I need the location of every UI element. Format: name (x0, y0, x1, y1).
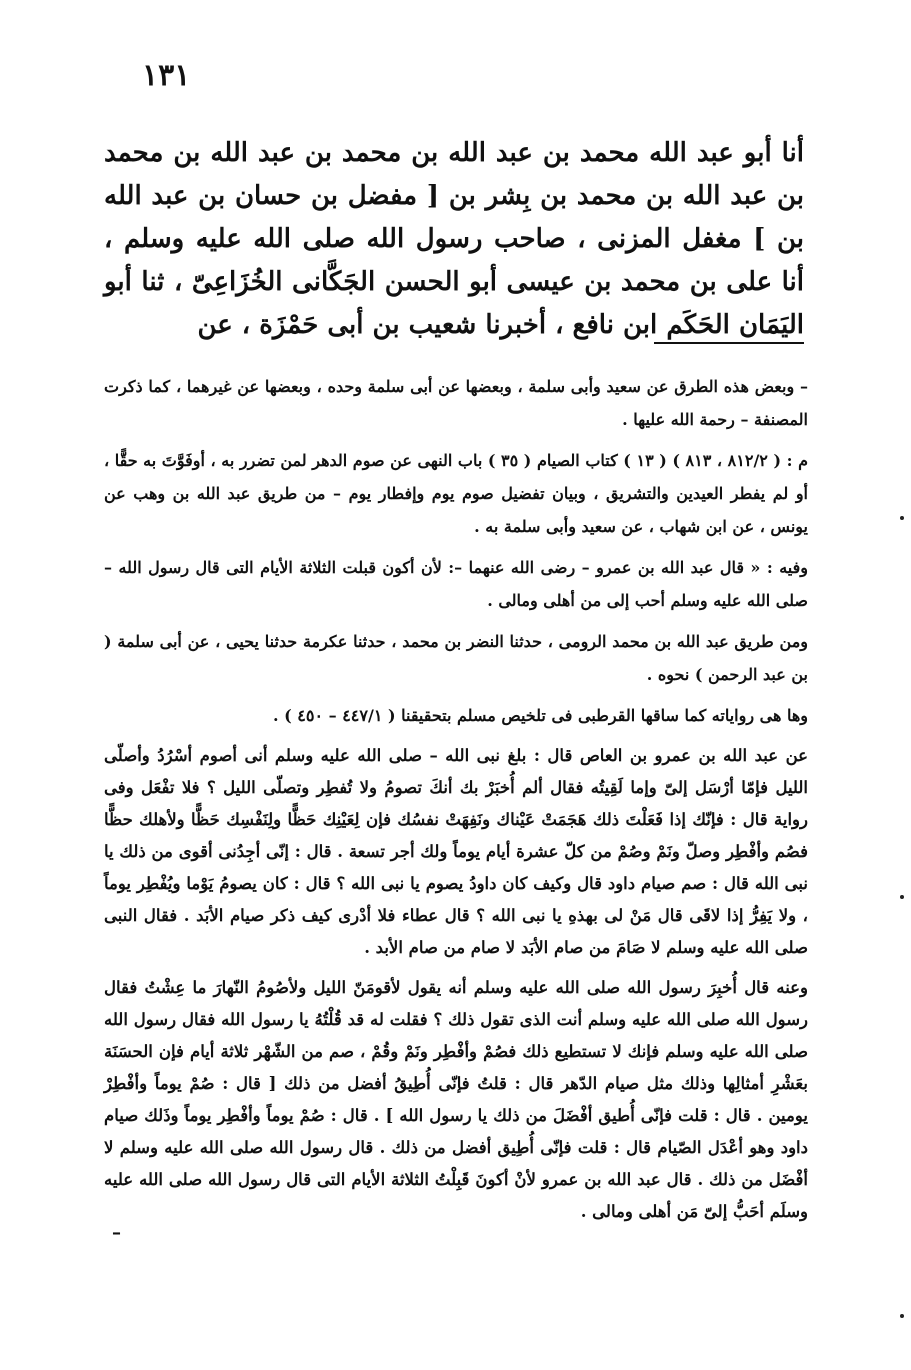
footnote-hadith-paragraph: عن عبد الله بن عمرو بن العاص قال : بلغ نبى الله – صلى الله عليه وسلم أنى أصوم أسْرُدُ وأصلّى الليل فإمّا أرْسَل إلىّ وإما لَقِيتُه فقال ألم أُخبَرْ بك أنكَ تصومُ ولا تُفطِر وتصلّى الليل ؟ فلا تفْعَل وفى رواية قال : فإنّك إذا فَعَلْتَ ذلك هَجَمَتْ عَيْناك ونَفِهَتْ نفسُك فإن لِعَيْنِك حَظًّا ولِنَفْسِك حَظًّا ولأهلك حظًّا فصُم وأفْطِر وصلّ ونَمْ وصُمْ من كلّ عشرة أيام يوماً ولك أجر تسعة . قال : إنّى أجِدُنى أقوى من ذلك يا نبى الله قال : صم صيام داود قال وكيف كان داودُ يصوم يا نبى الله ؟ قال : كان يصومُ يَوْما ويُفْطِر يوماً ، ولا يَفِرُّ إذا لاقَى قال مَنْ لى بهذهِ يا نبى الله ؟ قال عطاء فلا أدْرى كيف ذكر صيام الأبَد . فقال النبى صلى الله عليه وسلم لا صَامَ من صام الأبَد لا صام من صام الأبد . (104, 746, 808, 957)
footnote-paragraph: وها هى رواياته كما ساقها القرطبى فى تلخيص مسلم بتحقيقنا ( ٤٤٧/١ – ٤٥٠ ) . (272, 706, 808, 725)
page-number: ١٣١ (142, 58, 191, 93)
main-paragraph: أنا أبو عبد الله محمد بن عبد الله بن محمد بن عبد الله بن محمد بن عبد الله بن محمد بن بِشر بن [ مفضل بن حسان بن عبد الله بن ] مغفل المزنى ، صاحب رسول الله صلى الله عليه وسلم ، أنا على بن محمد بن عيسى أبو الحسن الجَكَّانى الخُزَاعِىّ ، ثنا أبو اليَمَان الحَكَم ابن نافع ، أخبرنا شعيب بن أبى حَمْزَة ، عن (104, 138, 805, 340)
footnote-paragraph: م : ( ٨١٢/٢ ، ٨١٣ ) ( ١٣ ) كتاب الصيام ( ٣٥ ) باب النهى عن صوم الدهر لمن تضرر به ، أوفَوَّتَ به حقًّا ، أو لم يفطر العيدين والتشريق ، وبيان تفضيل صوم يوم وإفطار يوم – من طريق عبد الله بن وهب عن يونس ، عن ابن شهاب ، عن سعيد وأبى سلمة به . (104, 451, 809, 536)
footnote-paragraph: ومن طريق عبد الله بن محمد الرومى ، حدثنا النضر بن محمد ، حدثنا عكرمة حدثنا يحيى ، عن أبى سلمة ( بن عبد الرحمن ) نحوه . (104, 632, 808, 684)
continuation-dash: – (112, 1222, 121, 1243)
margin-speck (900, 516, 904, 520)
margin-speck (900, 1314, 904, 1318)
margin-speck (900, 895, 904, 899)
footnote-paragraph: – وبعض هذه الطرق عن سعيد وأبى سلمة ، وبعضها عن أبى سلمة وحده ، وبعضها عن غيرهما ، كما ذكرت المصنفة – رحمة الله عليها . (104, 377, 808, 429)
footnotes (104, 370, 808, 1236)
footnote-hadith-paragraph: وعنه قال أُخبِرَ رسول الله صلى الله عليه وسلم أنه يقول لأقومَنّ الليل ولأصُومُ النّهارَ ما عِشْتُ فقال رسول الله صلى الله عليه وسلم أنت الذى تقول ذلك ؟ فقلت له قد قُلْتُهُ يا رسول الله فقال رسول الله صلى الله عليه وسلم فإنك لا تستطيع ذلك فصُمْ وأفْطِر ونَمْ وقُمْ ، صم من الشّهْر ثلاثة أيام فإن الحسَنَة بعَشْرِ أمثالِها وذلك مثل صيام الدّهر قال : قلتُ فإنّى أُطِيقُ أفضل من ذلك [ قال : صُمْ يوماً وأفْطِرْ يومين . قال : قلت فإنّى أُطيق أفْضَلَ من ذلك يا رسول الله ] . قال : صُمْ يوماً وأفْطِر يوماً وذَلك صيام داود وهو أعْدَل الصّيام قال : قلت فإنّى أُطِيق أفضل من ذلك . قال رسول الله صلى الله عليه وسلم لا أفْضَل من ذلك . قال عبد الله بن عمرو لأنْ أكونَ قَبِلْتُ الثلاثة الأيام التى قال رسول الله صلى الله عليه وسلَم أحَبُّ إلىّ مَن أهلى ومالى . (104, 978, 808, 1221)
footnote-paragraph: وفيه : « قال عبد الله بن عمرو – رضى الله عنهما –: لأن أكون قبلت الثلاثة الأيام التى قال رسول الله – صلى الله عليه وسلم أحب إلى من أهلى ومالى . (104, 558, 808, 610)
footnote-separator (654, 342, 804, 344)
